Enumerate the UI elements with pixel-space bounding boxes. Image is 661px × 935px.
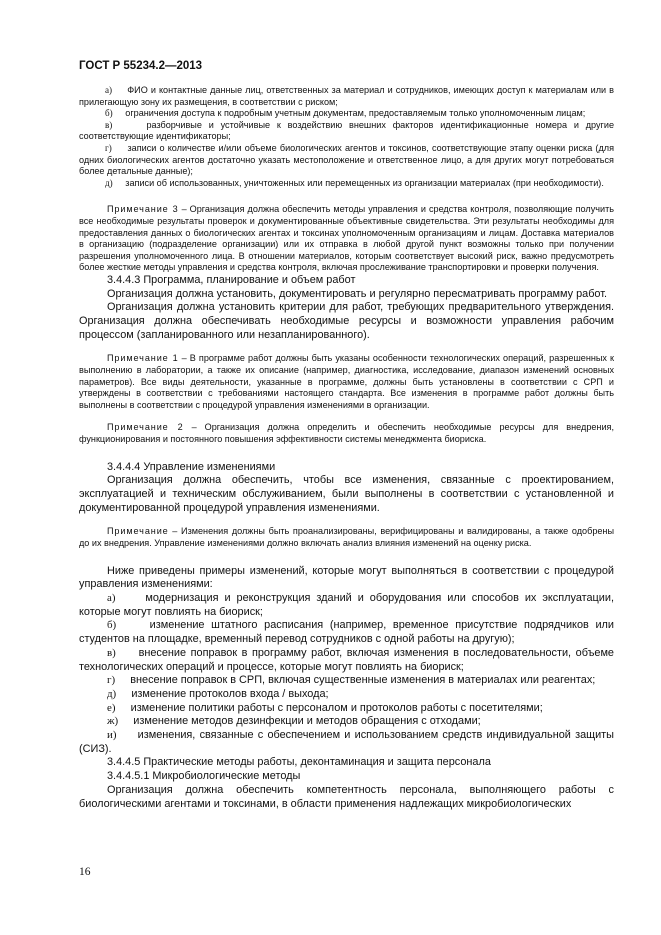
paragraph: Ниже приведены примеры изменений, которые могут выполняться в соответствии с процедурой управления изменениями: bbox=[79, 564, 614, 591]
page-number: 16 bbox=[79, 866, 91, 878]
note-3 bbox=[79, 204, 614, 274]
list-text: ограничения доступа к подробным учетным документам, предоставляемым только уполномоченным лицам; bbox=[125, 108, 586, 119]
list-text: внесение поправок в программу работ, включая изменения в последовательности, объеме технологических операций и процессе, которые могут повлиять на биориск; bbox=[79, 646, 614, 673]
list-letter: а) bbox=[105, 85, 113, 95]
list-item bbox=[79, 688, 614, 702]
paragraph: Организация должна установить, документировать и регулярно пересматривать программу работ. bbox=[107, 287, 608, 300]
list-text: изменения, связанные с обеспечением и использованием средств индивидуальной защиты (СИЗ). bbox=[79, 729, 614, 755]
paragraph: Организация должна установить критерии для работ, требующих предварительного утверждения. Организация должна обеспечивать необходимые ресурсы и возможности управления рабочим процессом (запланированного или незапланированного). bbox=[79, 301, 614, 341]
list-text: изменение методов дезинфекции и методов обращения с отходами; bbox=[133, 715, 481, 728]
list-item bbox=[79, 729, 614, 756]
list-letter: б) bbox=[107, 619, 117, 632]
list-text: разборчивые и устойчивые к воздействию внешних факторов идентификационные номера и другие соответствующие идентификаторы; bbox=[79, 119, 614, 142]
note-label: Примечание bbox=[107, 526, 169, 537]
list-item bbox=[79, 647, 614, 674]
list-letter: в) bbox=[105, 119, 113, 130]
section-heading: 3.4.4.4 Управление изменениями bbox=[107, 460, 276, 473]
list-item bbox=[79, 702, 614, 716]
note-1 bbox=[79, 353, 614, 411]
list-letter: б) bbox=[105, 108, 113, 119]
note-label: Примечание 3 bbox=[107, 204, 179, 215]
list-item bbox=[79, 715, 614, 729]
list-item bbox=[79, 592, 614, 619]
list-item bbox=[79, 619, 614, 646]
list-letter: д) bbox=[105, 177, 113, 188]
note bbox=[79, 526, 614, 549]
changes-list bbox=[79, 592, 614, 756]
note-text: – Изменения должны быть проанализированы, верифицированы и валидированы, а также одобрены до их внедрения. Управление изменениями должно включать анализ влияния изменений на оценку риска. bbox=[79, 526, 614, 548]
list-letter: и) bbox=[107, 729, 117, 742]
list-text: записи об использованных, уничтоженных или перемещенных из организации материалах (при необходимости). bbox=[125, 177, 604, 188]
list-letter: ж) bbox=[107, 715, 119, 728]
list-letter: д) bbox=[107, 687, 117, 700]
note-label: Примечание 1 bbox=[107, 353, 179, 364]
section-heading: 3.4.4.3 Программа, планирование и объем работ bbox=[107, 273, 356, 286]
paragraph: Организация должна обеспечить компетентность персонала, выполняющего работы с биологическими агентами и токсинами, в области применения надлежащих микробиологических bbox=[79, 783, 614, 810]
list-letter: в) bbox=[107, 646, 116, 659]
list-item bbox=[79, 674, 614, 688]
note-text: – Организация должна определить и обеспечить необходимые ресурсы для внедрения, функционирования и постоянного повышения эффективности системы менеджмента биориска. bbox=[79, 422, 614, 444]
paragraph: Организация должна обеспечить, чтобы все изменения, связанные с проектированием, эксплуатацией и техническим обслуживанием, были выполнены в соответствии с установленной и документированной процедурой управления изменениями. bbox=[79, 474, 614, 514]
document-header: ГОСТ Р 55234.2—2013 bbox=[79, 60, 203, 72]
list-item bbox=[79, 85, 614, 108]
list-item bbox=[79, 178, 614, 190]
list-text: изменение политики работы с персоналом и протоколов работы с посетителями; bbox=[130, 701, 543, 714]
note-text: – Организация должна обеспечить методы управления и средства контроля, позволяющие получить все необходимые результаты проверок и документированные объективные свидетельства. Эти результаты необходимы для предоставления данных о биологических агентах и токсинах уполномоченным организациям и лицам. Доставка материалов в организацию (подразделение организации) или их отправка в любой другой пункт возможны только при получении разрешения уполномоченного лица. В отношении материалов, которым соответствует высокий риск, важно предусмотреть более жесткие методы управления и средства контроля, включая прослеживание транспортировки и проверки получения. bbox=[79, 204, 614, 273]
note-2 bbox=[79, 422, 614, 445]
list-letter: г) bbox=[107, 674, 116, 687]
list-item bbox=[79, 143, 614, 178]
records-list bbox=[79, 85, 614, 189]
note-text: – В программе работ должны быть указаны особенности технологических операций, разрешенных к выполнению в лаборатории, а также их описание (например, диагностика, исследование, диапазон изменений основных параметров). Все виды деятельности, указанные в программе, должны быть установлены в соответствии с СРП и утверждены в соответствии с требованиями настоящего стандарта. Все изменения в программе работ должны быть выполнены в соответствии с процедурой управления изменениями в организации. bbox=[79, 353, 614, 410]
list-text: изменение протоколов входа / выхода; bbox=[131, 687, 329, 700]
list-letter: е) bbox=[107, 701, 116, 714]
list-text: внесение поправок в СРП, включая существенные изменения в материалах или реагентах; bbox=[130, 674, 596, 687]
list-text: ФИО и контактные данные лиц, ответственных за материал и сотрудников, имеющих доступ к материалам или в прилегающую зону их размещения, в соответствии с риском; bbox=[79, 85, 614, 107]
section-heading: 3.4.4.5 Практические методы работы, деконтаминация и защита персонала bbox=[107, 756, 491, 769]
list-item bbox=[79, 108, 614, 120]
list-text: модернизация и реконструкция зданий и оборудования или способов их эксплуатации, которые могут повлиять на биориск; bbox=[79, 591, 614, 618]
subsection-heading: 3.4.4.5.1 Микробиологические методы bbox=[107, 770, 301, 783]
note-label: Примечание 2 bbox=[107, 422, 184, 433]
list-item bbox=[79, 120, 614, 143]
list-letter: а) bbox=[107, 591, 116, 604]
list-letter: г) bbox=[105, 142, 112, 153]
document-body bbox=[79, 85, 614, 811]
list-text: изменение штатного расписания (например, временное присутствие подрядчиков или студентов на площадке, временный перевод сотрудников с одной работы на другую); bbox=[79, 619, 614, 646]
list-text: записи о количестве и/или объеме биологических агентов и токсинов, соответствующие этапу оценки риска (для одних биологических агентов достаточно указать местоположение и ответственное лицо, а для других могут потребоваться более детальные данные); bbox=[79, 142, 614, 177]
